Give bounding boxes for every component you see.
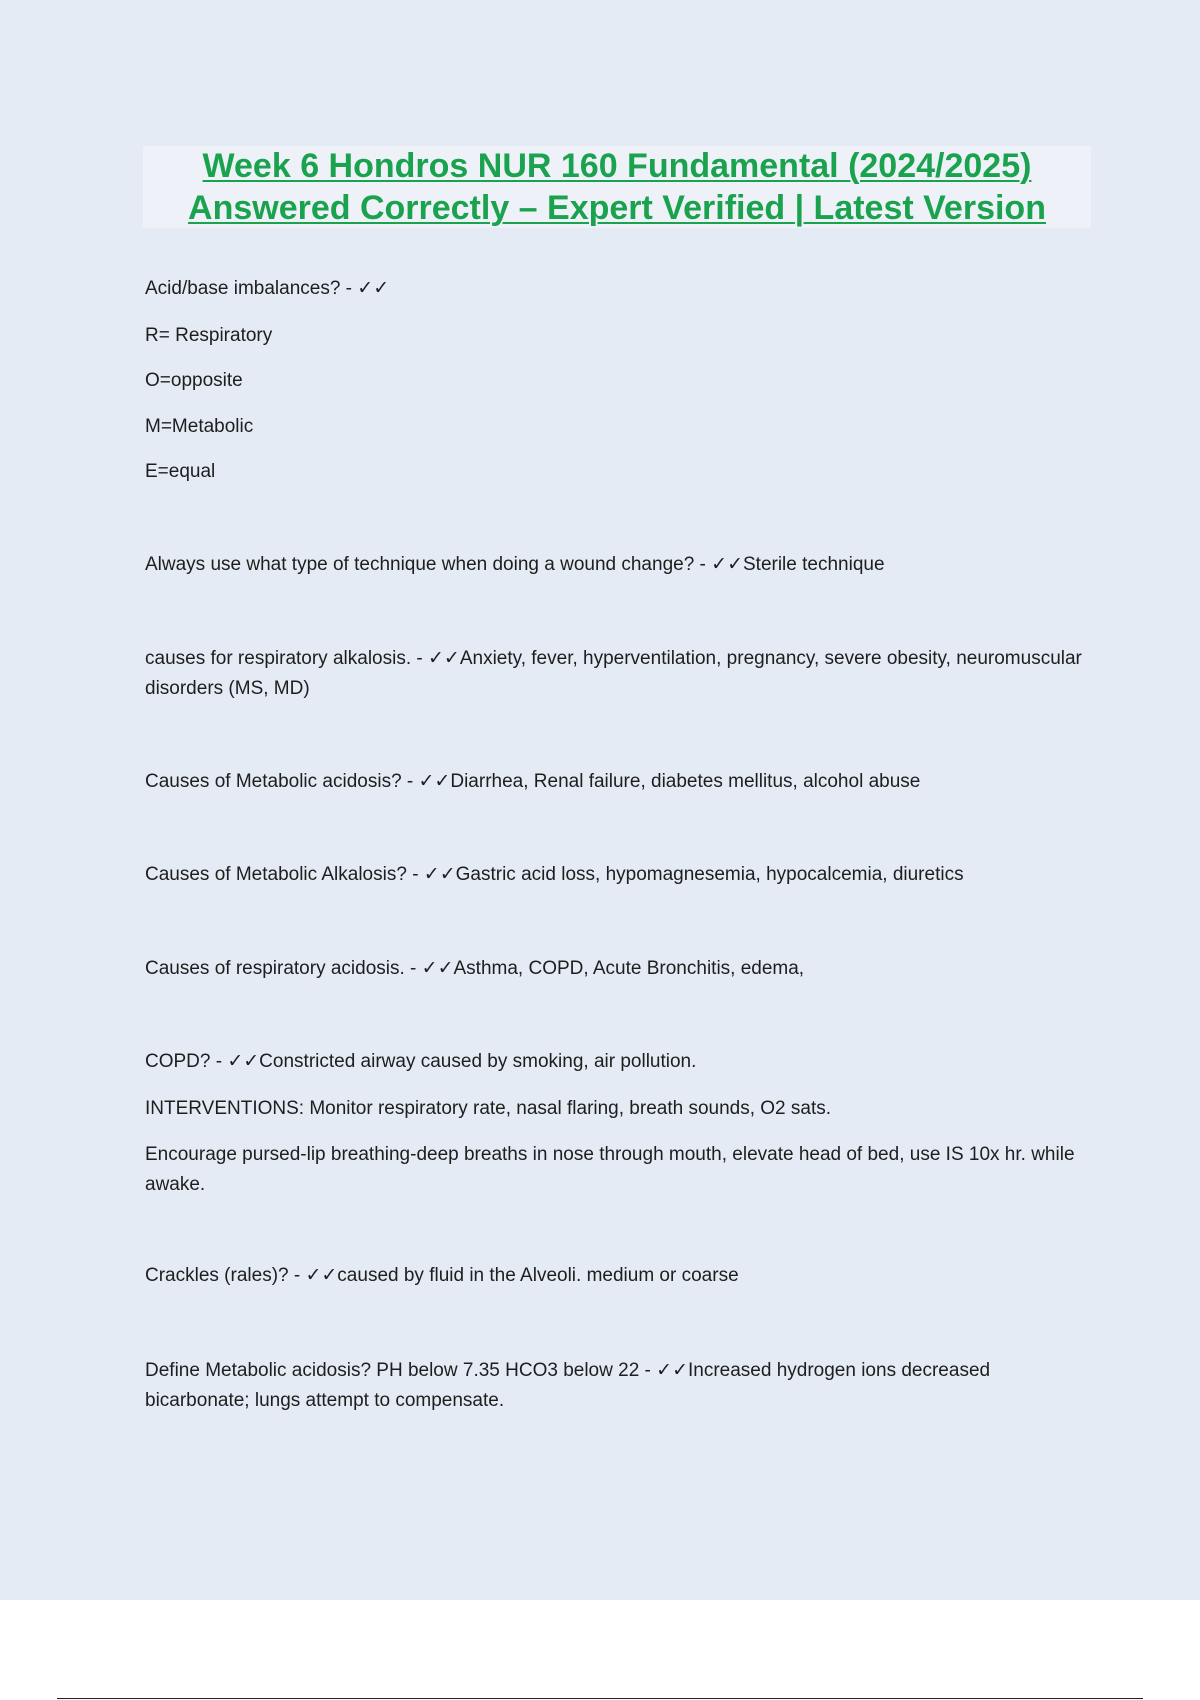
mnemonic-r: R= Respiratory: [145, 325, 273, 346]
question-define-metabolic-acidosis: Define Metabolic acidosis? PH below 7.35 HCO3 below 22 - ✓✓Increased hydrogen ions decreased bicarbonate; lungs attempt to compensate.: [145, 1360, 991, 1411]
question-metabolic-alkalosis-causes: Causes of Metabolic Alkalosis? - ✓✓Gastric acid loss, hypomagnesemia, hypocalcemia, diuretics: [145, 864, 964, 885]
document-title-line-2: Answered Correctly – Expert Verified | Latest Version: [188, 189, 1046, 227]
question-wound-change: Always use what type of technique when doing a wound change? - ✓✓Sterile technique: [145, 554, 885, 575]
copd-encourage: Encourage pursed-lip breathing-deep breaths in nose through mouth, elevate head of bed, use IS 10x hr. while awake.: [145, 1144, 1075, 1195]
question-respiratory-acidosis-causes: Causes of respiratory acidosis. - ✓✓Asthma, COPD, Acute Bronchitis, edema,: [145, 958, 805, 979]
footer-rule: [57, 1698, 1143, 1699]
mnemonic-o: O=opposite: [145, 370, 243, 391]
document-title-line-1: Week 6 Hondros NUR 160 Fundamental (2024/2025): [202, 147, 1032, 185]
question-acid-base: Acid/base imbalances? - ✓✓: [145, 278, 390, 299]
question-crackles: Crackles (rales)? - ✓✓caused by fluid in the Alveoli. medium or coarse: [145, 1265, 739, 1286]
copd-interventions: INTERVENTIONS: Monitor respiratory rate, nasal flaring, breath sounds, O2 sats.: [145, 1098, 832, 1119]
mnemonic-m: M=Metabolic: [145, 416, 254, 437]
question-metabolic-acidosis-causes: Causes of Metabolic acidosis? - ✓✓Diarrhea, Renal failure, diabetes mellitus, alcohol abuse: [145, 771, 921, 792]
mnemonic-e: E=equal: [145, 461, 216, 482]
question-copd: COPD? - ✓✓Constricted airway caused by smoking, air pollution.: [145, 1051, 697, 1072]
question-respiratory-alkalosis: causes for respiratory alkalosis. - ✓✓Anxiety, fever, hyperventilation, pregnancy, severe obesity, neuromuscular disorders (MS, MD): [145, 648, 1082, 699]
